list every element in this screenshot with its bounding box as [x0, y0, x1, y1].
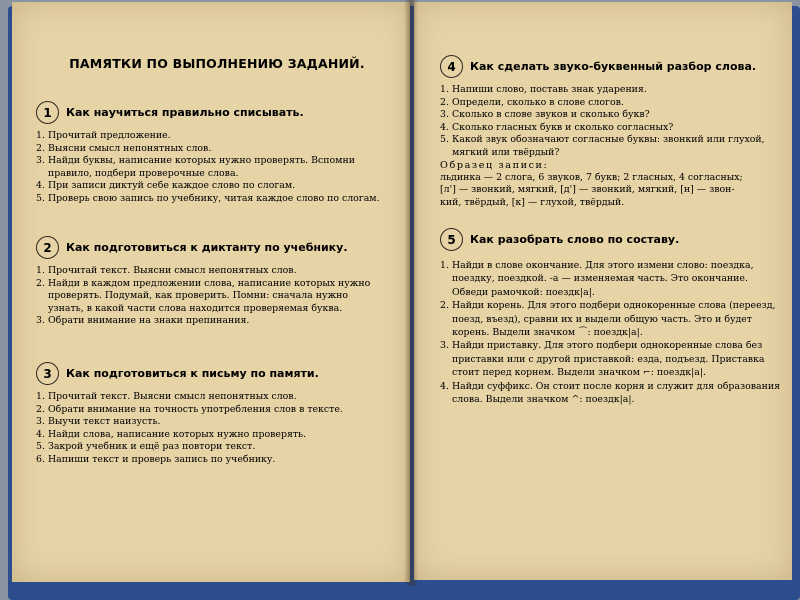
list-item: 3. Найди приставку. Для этого подбери однокоренные слова без приставки или с другой приставкой: езда, подъезд. Приставка стоит перед корнем. Выдели значком ⌐: поездк|а|.: [440, 340, 765, 379]
list-item: 4. Сколько гласных букв и сколько согласных?: [440, 121, 674, 133]
sample-line: кий, твёрдый, [к] — глухой, твёрдый.: [440, 196, 625, 208]
section-4-header: [440, 55, 780, 78]
section-title: Как научиться правильно списывать.: [66, 106, 304, 119]
section-3-list: [36, 391, 380, 467]
list-item: 5. Закрой учебник и ещё раз повтори текст.: [36, 441, 256, 453]
section-4: [440, 55, 780, 209]
list-item: 2. Определи, сколько в слове слогов.: [440, 96, 624, 108]
section-3: [36, 362, 380, 467]
list-item: 2. Обрати внимание на точность употребления слов в тексте.: [36, 403, 343, 415]
list-item: 3. Обрати внимание на знаки препинания.: [36, 315, 250, 327]
sample-line: [л'] — звонкий, мягкий, [д'] — звонкий, мягкий, [н] — звон-: [440, 184, 735, 196]
list-item: 1. Прочитай текст. Выясни смысл непонятных слов.: [36, 391, 297, 402]
list-item: 1. Напиши слово, поставь знак ударения.: [440, 84, 647, 95]
list-item: 2. Найди в каждом предложении слова, написание которых нужно проверять. Подумай, как проверить. Помни: сначала нужно узнать, в какой части слова находится проверяемая буква.: [36, 277, 371, 314]
section-title: Как разобрать слово по составу.: [470, 233, 680, 246]
list-item: 3. Выучи текст наизусть.: [36, 416, 161, 428]
section-2-header: [36, 236, 380, 259]
section-3-header: [36, 362, 380, 385]
list-item: 3. Найди буквы, написание которых нужно проверять. Вспомни правило, подбери проверочные слова.: [36, 155, 355, 179]
list-item: 3. Сколько в слове звуков и сколько букв?: [440, 109, 650, 121]
list-item: 1. Прочитай текст. Выясни смысл непонятных слов.: [36, 265, 297, 276]
section-5-list: [440, 259, 780, 406]
book-spine: [404, 0, 418, 586]
sample-line: льдинка — 2 слога, 6 звуков, 7 букв; 2 гласных, 4 согласных;: [440, 171, 743, 183]
section-number-badge: 2: [36, 236, 59, 259]
list-item: 4. Найди слова, написание которых нужно проверять.: [36, 428, 307, 440]
section-4-list: [440, 84, 780, 160]
list-item: 5. Какой звук обозначают согласные буквы: звонкий или глухой, мягкий или твёрдый?: [440, 134, 765, 158]
section-title: Как сделать звуко-буквенный разбор слова.: [470, 60, 757, 73]
section-number-badge: 5: [440, 228, 463, 251]
list-item: 2. Выясни смысл непонятных слов.: [36, 142, 212, 154]
section-1-header: [36, 101, 380, 124]
section-1-list: [36, 130, 380, 206]
section-title: Как подготовиться к письму по памяти.: [66, 367, 319, 380]
section-2-list: [36, 265, 380, 328]
section-number-badge: 4: [440, 55, 463, 78]
section-number-badge: 3: [36, 362, 59, 385]
section-5-header: [440, 228, 780, 251]
list-item: 4. Найди суффикс. Он стоит после корня и служит для образования слова. Выдели значком ^: поездк|а|.: [440, 380, 780, 406]
page-title: ПАМЯТКИ ПО ВЫПОЛНЕНИЮ ЗАДАНИЙ.: [69, 56, 365, 71]
sample-label: Образец записи:: [440, 159, 549, 171]
list-item: 1. Прочитай предложение.: [36, 130, 171, 141]
list-item: 4. При записи диктуй себе каждое слово по слогам.: [36, 180, 296, 192]
section-title: Как подготовиться к диктанту по учебнику.: [66, 241, 348, 254]
section-number-badge: 1: [36, 101, 59, 124]
section-1: [36, 101, 380, 206]
list-item: 5. Проверь свою запись по учебнику, читая каждое слово по слогам.: [36, 192, 380, 204]
list-item: 2. Найди корень. Для этого подбери однокоренные слова (переезд, поезд, въезд), сравни их и выдели общую часть. Это и будет корень. Выдели значком ⌒: поездк|а|.: [440, 300, 776, 339]
list-item: 6. Напиши текст и проверь запись по учебнику.: [36, 453, 276, 465]
section-2: [36, 236, 380, 328]
list-item: 1. Найди в слове окончание. Для этого измени слово: поездка, поездку, поездкой. -а — изменяемая часть. Это окончание. Обведи рамочкой: поездк|а|.: [440, 260, 754, 298]
section-5: [440, 228, 780, 406]
